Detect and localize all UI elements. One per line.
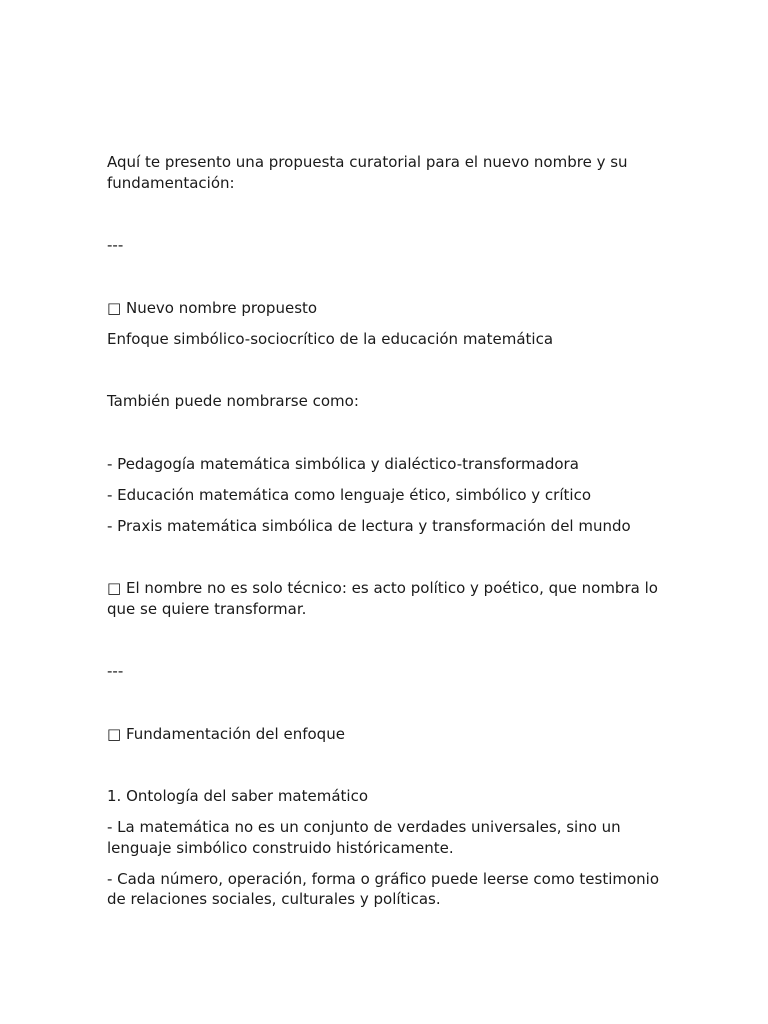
name-heading-text: Nuevo nombre propuesto (125, 298, 318, 317)
name-note-text: El nombre no es solo técnico: es acto político y poético, que nombra lo que se quiere transformar. (107, 579, 658, 618)
name-note (107, 578, 672, 619)
foundation-heading (107, 724, 672, 745)
main-name: Enfoque simbólico-sociocrítico de la educación matemática (107, 329, 554, 348)
missing-glyph-icon: □ (107, 298, 122, 317)
separator: --- (107, 236, 124, 254)
missing-glyph-icon: □ (107, 579, 122, 597)
list-item: - Cada número, operación, forma o gráfico puede leerse como testimonio de relaciones sociales, culturales y políticas. (107, 869, 660, 908)
alt-intro: También puede nombrarse como: (107, 392, 359, 410)
list-item: - La matemática no es un conjunto de verdades universales, sino un lenguaje simbólico construido históricamente. (107, 818, 621, 857)
point-title: 1. Ontología del saber matemático (107, 787, 369, 805)
list-item: - Educación matemática como lenguaje ético, simbólico y crítico (107, 485, 591, 504)
separator: --- (107, 662, 124, 680)
foundation-heading-text: Fundamentación del enfoque (125, 724, 345, 743)
missing-glyph-icon: □ (107, 724, 122, 743)
document-body (107, 152, 672, 910)
intro-paragraph: Aquí te presento una propuesta curatorial para el nuevo nombre y su fundamentación: (107, 153, 628, 192)
name-heading (107, 298, 672, 319)
list-item: - Pedagogía matemática simbólica y dialéctico-transformadora (107, 454, 579, 473)
list-item: - Praxis matemática simbólica de lectura y transformación del mundo (107, 516, 631, 535)
